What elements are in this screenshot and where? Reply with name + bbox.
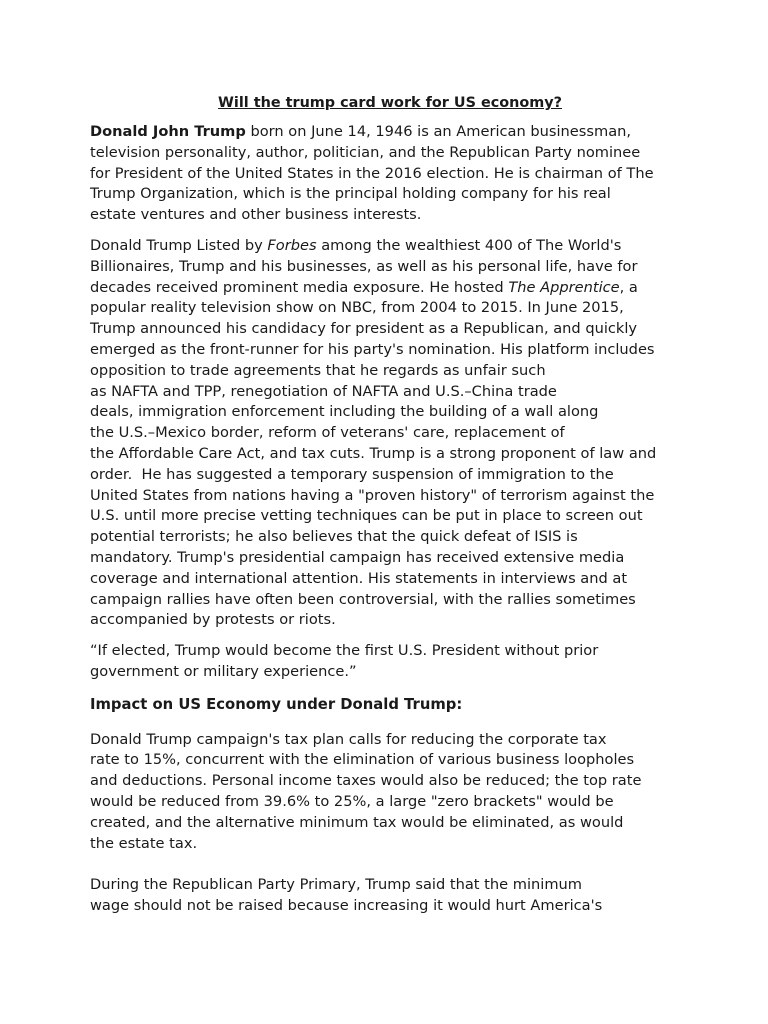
- text-span: Donald Trump Listed by: [90, 236, 268, 254]
- text-line: rate to 15%, concurrent with the elimination of various business loopholes: [90, 751, 635, 769]
- paragraph-biography: [90, 236, 690, 631]
- text-line: accompanied by protests or riots.: [90, 611, 336, 629]
- subject-name: Donald John Trump: [90, 123, 246, 140]
- text-line: wage should not be raised because increasing it would hurt America's: [90, 897, 603, 915]
- text-line: “If elected, Trump would become the first U.S. President without prior: [90, 642, 599, 660]
- document-page: [90, 93, 690, 927]
- text-line: emerged as the front-runner for his party's nomination. His platform includes: [90, 340, 655, 358]
- text-span: decades received prominent media exposure. He hosted: [90, 278, 509, 296]
- text-line: for President of the United States in the 2016 election. He is chairman of The: [90, 164, 654, 182]
- italic-text: The Apprentice: [508, 278, 620, 296]
- text-span: born on June 14, 1946 is an American businessman,: [245, 123, 632, 140]
- text-line: [90, 236, 690, 257]
- text-line: Billionaires, Trump and his businesses, as well as his personal life, have for: [90, 257, 638, 275]
- document-title: Will the trump card work for US economy?: [218, 95, 562, 111]
- text-line: would be reduced from 39.6% to 25%, a large "zero brackets" would be: [90, 792, 614, 810]
- text-line: as NAFTA and TPP, renegotiation of NAFTA and U.S.–China trade: [90, 382, 557, 400]
- text-line: [90, 278, 690, 299]
- italic-text: Forbes: [267, 236, 317, 254]
- paragraph-quote: [90, 641, 690, 683]
- text-line: government or military experience.”: [90, 662, 357, 680]
- paragraph-minimum-wage: [90, 875, 690, 917]
- paragraph-intro: [90, 122, 690, 226]
- text-line: deals, immigration enforcement including the building of a wall along: [90, 403, 599, 421]
- text-line: and deductions. Personal income taxes would also be reduced; the top rate: [90, 772, 642, 790]
- text-line: potential terrorists; he also believes that the quick defeat of ISIS is: [90, 528, 578, 546]
- text-line: television personality, author, politician, and the Republican Party nominee: [90, 143, 641, 161]
- text-line: Trump Organization, which is the principal holding company for his real: [90, 185, 611, 203]
- text-line: campaign rallies have often been controversial, with the rallies sometimes: [90, 590, 636, 608]
- text-line: order. He has suggested a temporary suspension of immigration to the: [90, 465, 614, 483]
- text-span: among the wealthiest 400 of The World's: [316, 236, 622, 254]
- text-line: United States from nations having a "proven history" of terrorism against the: [90, 486, 655, 504]
- text-span: , a: [619, 278, 638, 296]
- text-line: the U.S.–Mexico border, reform of veterans' care, replacement of: [90, 424, 565, 442]
- text-line: coverage and international attention. His statements in interviews and at: [90, 569, 628, 587]
- section-heading: Impact on US Economy under Donald Trump:: [90, 695, 463, 713]
- text-line: Donald Trump campaign's tax plan calls for reducing the corporate tax: [90, 730, 607, 748]
- paragraph-tax-plan: [90, 730, 690, 855]
- text-line: the Affordable Care Act, and tax cuts. Trump is a strong proponent of law and: [90, 444, 657, 462]
- text-line: [90, 122, 690, 143]
- text-line: mandatory. Trump's presidential campaign has received extensive media: [90, 548, 625, 566]
- text-line: the estate tax.: [90, 834, 198, 852]
- text-line: opposition to trade agreements that he regards as unfair such: [90, 361, 546, 379]
- text-line: created, and the alternative minimum tax would be eliminated, as would: [90, 813, 624, 831]
- text-line: popular reality television show on NBC, from 2004 to 2015. In June 2015,: [90, 299, 624, 317]
- text-line: U.S. until more precise vetting techniques can be put in place to screen out: [90, 507, 643, 525]
- text-line: estate ventures and other business interests.: [90, 206, 422, 224]
- text-line: Trump announced his candidacy for president as a Republican, and quickly: [90, 320, 638, 338]
- text-line: During the Republican Party Primary, Trump said that the minimum: [90, 876, 583, 894]
